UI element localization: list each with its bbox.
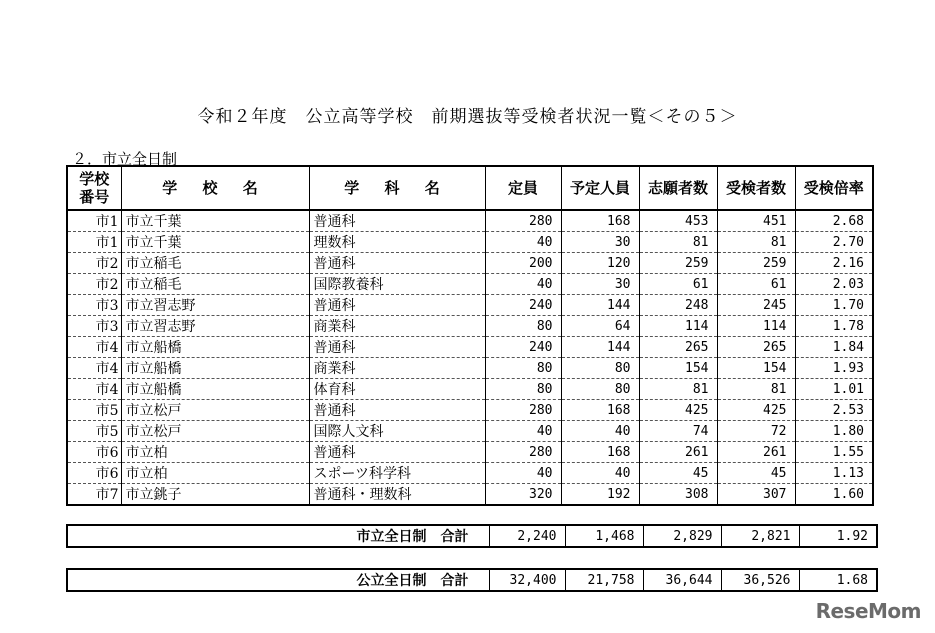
cell-school-name: 市立船橋 bbox=[121, 358, 309, 379]
results-table bbox=[66, 165, 874, 506]
cell-capacity: 80 bbox=[485, 379, 561, 400]
cell-ratio: 2.03 bbox=[795, 274, 873, 295]
cell-school-no: 市4 bbox=[67, 358, 121, 379]
table-row bbox=[67, 274, 873, 295]
cell-department: 国際教養科 bbox=[309, 274, 485, 295]
cell-department: 体育科 bbox=[309, 379, 485, 400]
cell-ratio: 1.01 bbox=[795, 379, 873, 400]
cell-school-name: 市立船橋 bbox=[121, 379, 309, 400]
total-capacity: 32,400 bbox=[489, 569, 565, 591]
table-row bbox=[67, 210, 873, 232]
cell-capacity: 80 bbox=[485, 316, 561, 337]
header-examinees: 受検者数 bbox=[717, 166, 795, 210]
cell-planned: 168 bbox=[561, 442, 639, 463]
cell-applicants: 114 bbox=[639, 316, 717, 337]
cell-examinees: 81 bbox=[717, 379, 795, 400]
table-row bbox=[67, 295, 873, 316]
cell-department: 普通科 bbox=[309, 337, 485, 358]
table-row bbox=[67, 463, 873, 484]
cell-school-name: 市立銚子 bbox=[121, 484, 309, 506]
header-planned: 予定人員 bbox=[561, 166, 639, 210]
cell-applicants: 81 bbox=[639, 379, 717, 400]
cell-capacity: 280 bbox=[485, 442, 561, 463]
cell-examinees: 114 bbox=[717, 316, 795, 337]
cell-ratio: 2.70 bbox=[795, 232, 873, 253]
cell-school-name: 市立柏 bbox=[121, 442, 309, 463]
cell-capacity: 40 bbox=[485, 232, 561, 253]
cell-planned: 80 bbox=[561, 358, 639, 379]
cell-ratio: 1.93 bbox=[795, 358, 873, 379]
cell-school-no: 市6 bbox=[67, 463, 121, 484]
cell-examinees: 265 bbox=[717, 337, 795, 358]
cell-department: 普通科 bbox=[309, 442, 485, 463]
cell-capacity: 200 bbox=[485, 253, 561, 274]
cell-ratio: 2.53 bbox=[795, 400, 873, 421]
total-label: 公立全日制 合計 bbox=[356, 573, 469, 589]
header-school-no: 学校 番号 bbox=[67, 166, 121, 210]
total-row-city bbox=[66, 524, 878, 548]
cell-ratio: 1.13 bbox=[795, 463, 873, 484]
header-department: 学 科 名 bbox=[309, 166, 485, 210]
cell-applicants: 74 bbox=[639, 421, 717, 442]
cell-capacity: 280 bbox=[485, 210, 561, 232]
cell-capacity: 40 bbox=[485, 463, 561, 484]
cell-capacity: 240 bbox=[485, 337, 561, 358]
table-row bbox=[67, 232, 873, 253]
cell-school-no: 市2 bbox=[67, 274, 121, 295]
cell-examinees: 261 bbox=[717, 442, 795, 463]
cell-examinees: 425 bbox=[717, 400, 795, 421]
cell-school-no: 市1 bbox=[67, 210, 121, 232]
cell-applicants: 425 bbox=[639, 400, 717, 421]
cell-planned: 40 bbox=[561, 463, 639, 484]
cell-applicants: 45 bbox=[639, 463, 717, 484]
cell-school-no: 市2 bbox=[67, 253, 121, 274]
cell-examinees: 307 bbox=[717, 484, 795, 506]
cell-examinees: 154 bbox=[717, 358, 795, 379]
cell-capacity: 320 bbox=[485, 484, 561, 506]
cell-examinees: 61 bbox=[717, 274, 795, 295]
cell-school-name: 市立稲毛 bbox=[121, 274, 309, 295]
cell-department: 商業科 bbox=[309, 358, 485, 379]
cell-school-name: 市立柏 bbox=[121, 463, 309, 484]
header-row bbox=[67, 166, 873, 210]
header-capacity: 定員 bbox=[485, 166, 561, 210]
cell-ratio: 1.84 bbox=[795, 337, 873, 358]
cell-department: 普通科 bbox=[309, 210, 485, 232]
cell-department: 商業科 bbox=[309, 316, 485, 337]
cell-planned: 30 bbox=[561, 274, 639, 295]
cell-school-name: 市立千葉 bbox=[121, 210, 309, 232]
cell-capacity: 80 bbox=[485, 358, 561, 379]
cell-planned: 144 bbox=[561, 337, 639, 358]
cell-ratio: 1.80 bbox=[795, 421, 873, 442]
cell-planned: 144 bbox=[561, 295, 639, 316]
total-planned: 21,758 bbox=[565, 569, 643, 591]
total-applicants: 2,829 bbox=[643, 525, 721, 547]
cell-school-no: 市5 bbox=[67, 421, 121, 442]
cell-school-name: 市立船橋 bbox=[121, 337, 309, 358]
cell-school-no: 市7 bbox=[67, 484, 121, 506]
cell-department: 国際人文科 bbox=[309, 421, 485, 442]
table-row bbox=[67, 484, 873, 506]
total-ratio: 1.68 bbox=[799, 569, 877, 591]
cell-examinees: 245 bbox=[717, 295, 795, 316]
cell-examinees: 259 bbox=[717, 253, 795, 274]
cell-ratio: 1.78 bbox=[795, 316, 873, 337]
cell-ratio: 2.16 bbox=[795, 253, 873, 274]
table-row bbox=[67, 421, 873, 442]
cell-planned: 64 bbox=[561, 316, 639, 337]
total-applicants: 36,644 bbox=[643, 569, 721, 591]
cell-school-name: 市立千葉 bbox=[121, 232, 309, 253]
cell-school-no: 市4 bbox=[67, 337, 121, 358]
cell-ratio: 1.60 bbox=[795, 484, 873, 506]
cell-applicants: 261 bbox=[639, 442, 717, 463]
table-row bbox=[67, 253, 873, 274]
watermark-logo: ReseMom bbox=[815, 599, 921, 623]
total-capacity: 2,240 bbox=[489, 525, 565, 547]
cell-school-no: 市5 bbox=[67, 400, 121, 421]
total-ratio: 1.92 bbox=[799, 525, 877, 547]
cell-planned: 120 bbox=[561, 253, 639, 274]
cell-school-no: 市4 bbox=[67, 379, 121, 400]
table-row bbox=[67, 379, 873, 400]
cell-capacity: 280 bbox=[485, 400, 561, 421]
table-row bbox=[67, 400, 873, 421]
total-examinees: 2,821 bbox=[721, 525, 799, 547]
cell-planned: 168 bbox=[561, 210, 639, 232]
cell-department: 普通科 bbox=[309, 400, 485, 421]
cell-department: 普通科・理数科 bbox=[309, 484, 485, 506]
cell-school-no: 市1 bbox=[67, 232, 121, 253]
cell-examinees: 45 bbox=[717, 463, 795, 484]
table-row bbox=[67, 358, 873, 379]
document-title: 令和２年度 公立高等学校 前期選抜等受検者状況一覧＜その５＞ bbox=[197, 107, 738, 127]
cell-planned: 192 bbox=[561, 484, 639, 506]
cell-school-no: 市6 bbox=[67, 442, 121, 463]
cell-ratio: 2.68 bbox=[795, 210, 873, 232]
cell-school-name: 市立松戸 bbox=[121, 421, 309, 442]
cell-applicants: 259 bbox=[639, 253, 717, 274]
cell-ratio: 1.55 bbox=[795, 442, 873, 463]
total-label: 市立全日制 合計 bbox=[356, 529, 469, 545]
total-row-public bbox=[66, 568, 878, 592]
cell-school-name: 市立習志野 bbox=[121, 295, 309, 316]
cell-capacity: 240 bbox=[485, 295, 561, 316]
cell-department: スポーツ科学科 bbox=[309, 463, 485, 484]
cell-applicants: 308 bbox=[639, 484, 717, 506]
header-school-name: 学 校 名 bbox=[121, 166, 309, 210]
cell-capacity: 40 bbox=[485, 274, 561, 295]
section-heading: ２．市立全日制 bbox=[72, 150, 178, 168]
table-row bbox=[67, 442, 873, 463]
cell-school-name: 市立稲毛 bbox=[121, 253, 309, 274]
cell-applicants: 248 bbox=[639, 295, 717, 316]
cell-department: 理数科 bbox=[309, 232, 485, 253]
cell-planned: 168 bbox=[561, 400, 639, 421]
cell-school-no: 市3 bbox=[67, 295, 121, 316]
header-applicants: 志願者数 bbox=[639, 166, 717, 210]
cell-school-no: 市3 bbox=[67, 316, 121, 337]
table-row bbox=[67, 337, 873, 358]
cell-examinees: 72 bbox=[717, 421, 795, 442]
cell-ratio: 1.70 bbox=[795, 295, 873, 316]
total-planned: 1,468 bbox=[565, 525, 643, 547]
cell-applicants: 154 bbox=[639, 358, 717, 379]
cell-applicants: 265 bbox=[639, 337, 717, 358]
cell-examinees: 81 bbox=[717, 232, 795, 253]
cell-school-name: 市立松戸 bbox=[121, 400, 309, 421]
cell-planned: 80 bbox=[561, 379, 639, 400]
cell-planned: 30 bbox=[561, 232, 639, 253]
cell-department: 普通科 bbox=[309, 253, 485, 274]
header-ratio: 受検倍率 bbox=[795, 166, 873, 210]
cell-applicants: 453 bbox=[639, 210, 717, 232]
cell-capacity: 40 bbox=[485, 421, 561, 442]
total-examinees: 36,526 bbox=[721, 569, 799, 591]
table-row bbox=[67, 316, 873, 337]
cell-examinees: 451 bbox=[717, 210, 795, 232]
cell-applicants: 61 bbox=[639, 274, 717, 295]
cell-department: 普通科 bbox=[309, 295, 485, 316]
cell-applicants: 81 bbox=[639, 232, 717, 253]
cell-planned: 40 bbox=[561, 421, 639, 442]
cell-school-name: 市立習志野 bbox=[121, 316, 309, 337]
